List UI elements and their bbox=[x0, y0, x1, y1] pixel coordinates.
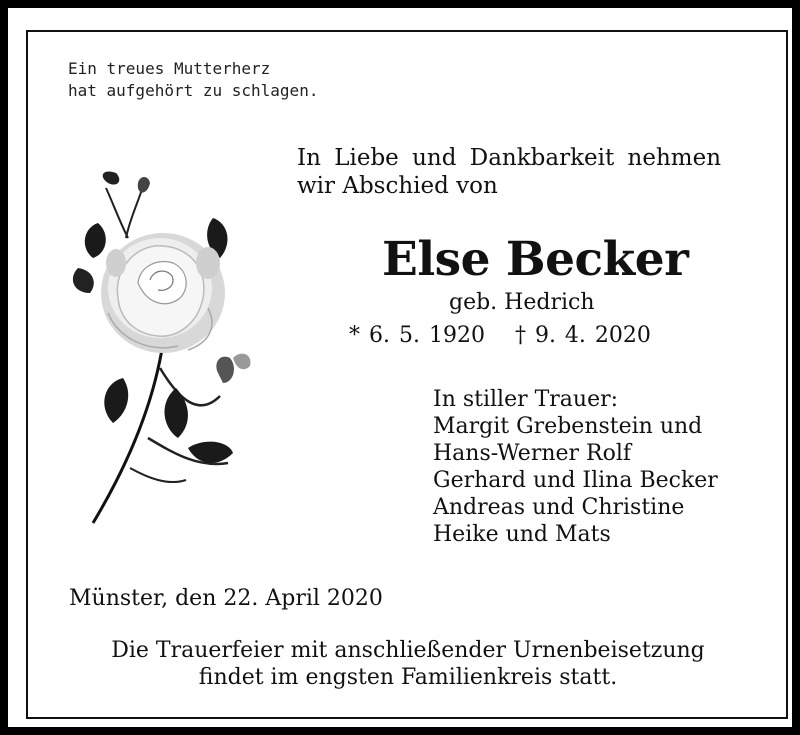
mourner-name: Margit Grebenstein und bbox=[433, 414, 703, 439]
funeral-notice bbox=[48, 637, 768, 691]
motto bbox=[68, 58, 318, 102]
motto-line-2: hat aufgehört zu schlagen. bbox=[68, 81, 319, 100]
mourner-name: Heike und Mats bbox=[433, 522, 611, 547]
death-date: † 9. 4. 2020 bbox=[514, 323, 651, 348]
intro-text bbox=[297, 144, 749, 200]
mourner-name: Gerhard und Ilina Becker bbox=[433, 468, 718, 493]
obituary-card bbox=[8, 8, 792, 727]
mourners-heading: In stiller Trauer: bbox=[433, 387, 619, 412]
rose-illustration bbox=[68, 168, 268, 538]
place-and-date: Münster, den 22. April 2020 bbox=[69, 586, 383, 611]
birth-date: * 6. 5. 1920 bbox=[349, 323, 485, 348]
notice-line-1: Die Trauerfeier mit anschließender Urnenbeisetzung bbox=[111, 638, 705, 663]
deceased-name: Else Becker bbox=[382, 232, 689, 287]
intro-line-1: In Liebe und Dankbarkeit nehmen bbox=[297, 145, 722, 171]
mourners-list bbox=[433, 386, 718, 548]
intro-line-2: wir Abschied von bbox=[297, 173, 498, 199]
maiden-name: geb. Hedrich bbox=[449, 290, 595, 315]
mourner-name: Andreas und Christine bbox=[433, 495, 685, 520]
motto-line-1: Ein treues Mutterherz bbox=[68, 59, 271, 78]
notice-line-2: findet im engsten Familienkreis statt. bbox=[198, 665, 618, 690]
mourner-name: Hans-Werner Rolf bbox=[433, 441, 632, 466]
life-dates bbox=[349, 323, 651, 348]
